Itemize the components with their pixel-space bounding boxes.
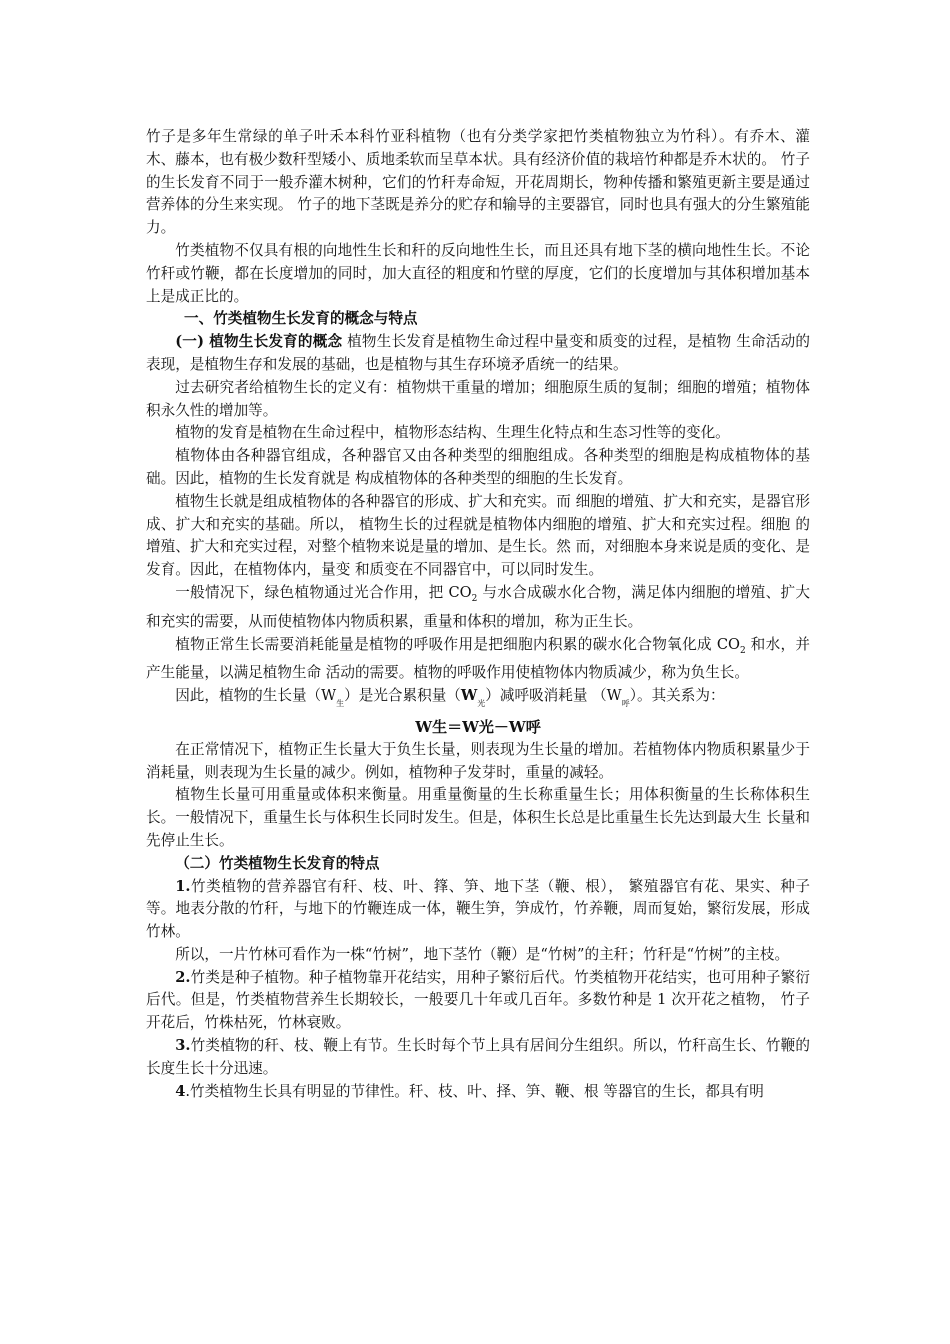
concept-text: 植物生长发育是植物生命过程中量变和质变的过程，是植物 生命活动的表现，是植物生存和发展的基础，也是植物与其生存环境矛盾统一的结果。 [146,333,810,373]
text-span: 一般情况下，绿色植物通过光合作用，把 [175,583,449,601]
co2-subscript: 2 [739,645,746,656]
section-heading-1: 一、竹类植物生长发育的概念与特点 [184,310,418,328]
w-symbol: W [460,687,478,705]
co2-base: CO [716,635,740,653]
item-text: .竹类植物生长具有明显的节律性。秆、枝、叶、择、笋、鞭、根 等器官的生长，都具有明 [185,1082,764,1100]
text-span: 与水合成碳水化合物，满足体内细胞的增殖、扩大和充实的需要，从而使植物体内物质积累，重量和体积的增加，称为正生长。 [146,583,810,630]
item-number: 4 [175,1082,186,1100]
text-span: ）减呼吸消耗量 （W [485,687,622,705]
item-text: 竹类植物的营养器官有秆、枝、叶、箨、笋、地下茎（鞭、根）， 繁殖器官有花、果实、种子等。地表分散的竹秆，与地下的竹鞭连成一体，鞭生笋，笋成竹，竹养鞭，周而复始，繁衍发展，形成竹林。 [146,877,810,941]
list-item-3 [146,1035,810,1081]
paragraph-intro: 竹子是多年生常绿的单子叶禾本科竹亚科植物（也有分类学家把竹类植物独立为竹科）。有乔木、灌木、藤本，也有极少数秆型矮小、质地柔软而呈草本状。具有经济价值的栽培竹种都是乔木状的。 竹子的生长发育不同于一般乔灌木树种，它们的竹秆寿命短，开花周期长，物种传播和繁殖更新主要是通过营养体的分生来实现。 竹子的地下茎既是养分的贮存和输导的主要器官，同时也具有强大的分生繁殖能力。 [146,128,810,237]
text-span: 植物正常生长需要消耗能量是植物的呼吸作用是把细胞内积累的碳水化合物氧化成 [175,635,717,653]
item-number: 1. [175,877,191,895]
paragraph-normal-conditions: 在正常情况下，植物正生长量大于负生长量，则表现为生长量的增加。若植物体内物质积累量少于消耗量，则表现为生长量的减少。例如，植物种子发芽时，重量的减轻。 [146,740,810,781]
subsection-label-2: （二）竹类植物生长发育的特点 [175,854,380,872]
paragraph-measurement: 植物生长量可用重量或体积来衡量。用重量衡量的生长称重量生长；用体积衡量的生长称体积生长。一般情况下，重量生长与体积生长同时发生。但是，体积生长总是比重量生长先达到最大生 长量和先停止生长。 [146,786,810,849]
co2-base: CO [448,583,472,601]
growth-formula: W生＝W光－W呼 [415,717,541,736]
paragraph-concept [146,331,810,377]
paragraph-positive-growth [146,582,810,634]
item-text: 竹类是种子植物。种子植物靠开花结实，用种子繁衍后代。竹类植物开花结实，也可用种子繁衍后代。但是，竹类植物营养生长期较长，一般要几十年或几百年。多数竹种是 1 次开花之植物， 竹子开花后，竹株枯死，竹林衰败。 [146,968,810,1032]
list-item-2 [146,967,810,1035]
list-item-4 [146,1081,810,1104]
paragraph-growth-direction: 竹类植物不仅具有根的向地性生长和秆的反向地性生长，而且还具有地下茎的横向地性生长。不论竹秆或竹鞭，都在长度增加的同时，加大直径的粗度和竹壁的厚度，它们的长度增加与其体积增加基本上是成正比的。 [146,241,810,305]
text-span: 因此，植物的生长量（W [175,687,337,705]
subscript-guang: 光 [477,699,486,709]
text-span: ）。其关系为： [629,687,725,705]
text-span: 和水，并产生能量，以满足植物生命 活动的需要。植物的呼吸作用使植物体内物质减少，称为负生长。 [146,635,810,682]
subscript-sheng: 生 [336,699,345,709]
item-number: 3. [175,1037,191,1055]
paragraph-organs: 植物体由各种器官组成，各种器官又由各种类型的细胞组成。各种类型的细胞是构成植物体的基础。因此，植物的生长发育就是 构成植物体的各种类型的细胞的生长发育。 [146,447,810,487]
subsection-label-1: (一) 植物生长发育的概念 [175,333,343,351]
item-number: 2. [175,968,191,986]
co2-formula [448,583,478,604]
paragraph-negative-growth [146,634,810,686]
document-body [146,126,810,1103]
paragraph-definitions: 过去研究者给植物生长的定义有：植物烘干重量的增加；细胞原生质的复制；细胞的增殖；植物体积永久性的增加等。 [146,378,810,419]
item-text: 竹类植物的秆、枝、鞭上有节。生长时每个节上具有居间分生组织。所以，竹秆高生长、竹鞭的长度生长十分迅速。 [146,1037,810,1077]
list-item-1 [146,876,810,944]
subscript-hu: 呼 [621,699,630,709]
text-span: ）是光合累积量（ [344,687,461,705]
paragraph-cell-growth: 植物生长就是组成植物体的各种器官的形成、扩大和充实。而 细胞的增殖、扩大和充实，是器官形成、扩大和充实的基础。所以， 植物生长的过程就是植物体内细胞的增殖、扩大和充实过程。细胞 的增殖、扩大和充实过程，对整个植物来说是量的增加、是生长。然 而，对细胞本身来说是质的变化、是发育。因此，在植物体内，量变 和质变在不同器官中，可以同时发生。 [146,492,810,579]
paragraph-bamboo-tree: 所以，一片竹林可看作为一株“竹树”，地下茎竹（鞭）是“竹树”的主秆；竹秆是“竹树”的主枝。 [175,945,790,963]
co2-formula [716,635,746,656]
paragraph-growth-equation-intro [146,685,810,716]
co2-subscript: 2 [471,593,478,604]
paragraph-development: 植物的发育是植物在生命过程中，植物形态结构、生理生化特点和生态习性等的变化。 [175,424,730,442]
